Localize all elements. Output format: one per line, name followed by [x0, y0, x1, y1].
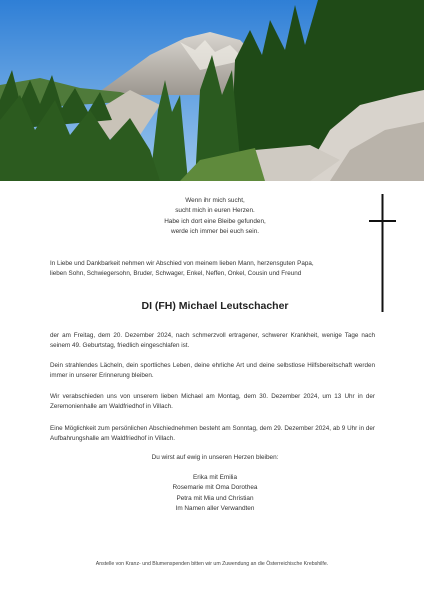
poem	[110, 196, 320, 238]
donation-footer: Anstelle von Kranz- und Blumenspenden bitten wir um Zuwendung an die Österreichische Krebshilfe.	[95, 561, 329, 567]
intro-line: In Liebe und Dankbarkeit nehmen wir Abschied von meinem lieben Mann, herzensguten Papa,	[50, 260, 314, 267]
death-notice-paragraph: der am Freitag, dem 20. Dezember 2024, nach schmerzvoll ertragener, schwerer Krankheit, wenige Tage nach seinem 49. Geburtstag, friedlich eingeschlafen ist.	[50, 332, 375, 349]
viewing-paragraph: Eine Möglichkeit zum persönlichen Abschiednehmen besteht am Sonntag, dem 29. Dezember 2024, ab 9 Uhr in der Aufbahrungshalle am Waldfriedhof in Villach.	[50, 425, 375, 442]
poem-line: sucht mich in euren Herzen.	[175, 207, 255, 215]
signature-line: Rosemarie mit Oma Dorothea	[172, 484, 258, 492]
poem-line: Wenn ihr mich sucht,	[185, 197, 245, 204]
deceased-name: DI (FH) Michael Leutschacher	[141, 300, 289, 312]
funeral-paragraph: Wir verabschieden uns von unserem lieben Michael am Montag, dem 30. Dezember 2024, um 13 Uhr in der Zeremonienhalle am Waldfriedhof in Villach.	[50, 393, 375, 410]
intro-text	[50, 259, 380, 279]
header-landscape-photo	[0, 0, 424, 181]
intro-line: lieben Sohn, Schwiegersohn, Bruder, Schwager, Enkel, Neffen, Onkel, Cousin und Freund	[50, 270, 302, 277]
tribute-paragraph: Dein strahlendes Lächeln, dein sportliches Leben, deine ehrliche Art und deine selbstlose Hilfsbereitschaft werden immer in unserer Erinnerung bleiben.	[50, 362, 375, 379]
poem-line: werde ich immer bei euch sein.	[170, 228, 260, 236]
signature-line: Petra mit Mia und Christian	[176, 494, 254, 502]
signature-line: Im Namen aller Verwandten	[175, 505, 255, 513]
signatures	[50, 473, 380, 515]
mountain-forest-image	[0, 0, 424, 181]
cross-icon	[369, 194, 397, 312]
closing-line: Du wirst auf ewig in unseren Herzen bleiben:	[151, 454, 279, 461]
poem-line: Habe ich dort eine Bleibe gefunden,	[164, 217, 266, 225]
signature-line: Erika mit Emilia	[192, 474, 238, 481]
